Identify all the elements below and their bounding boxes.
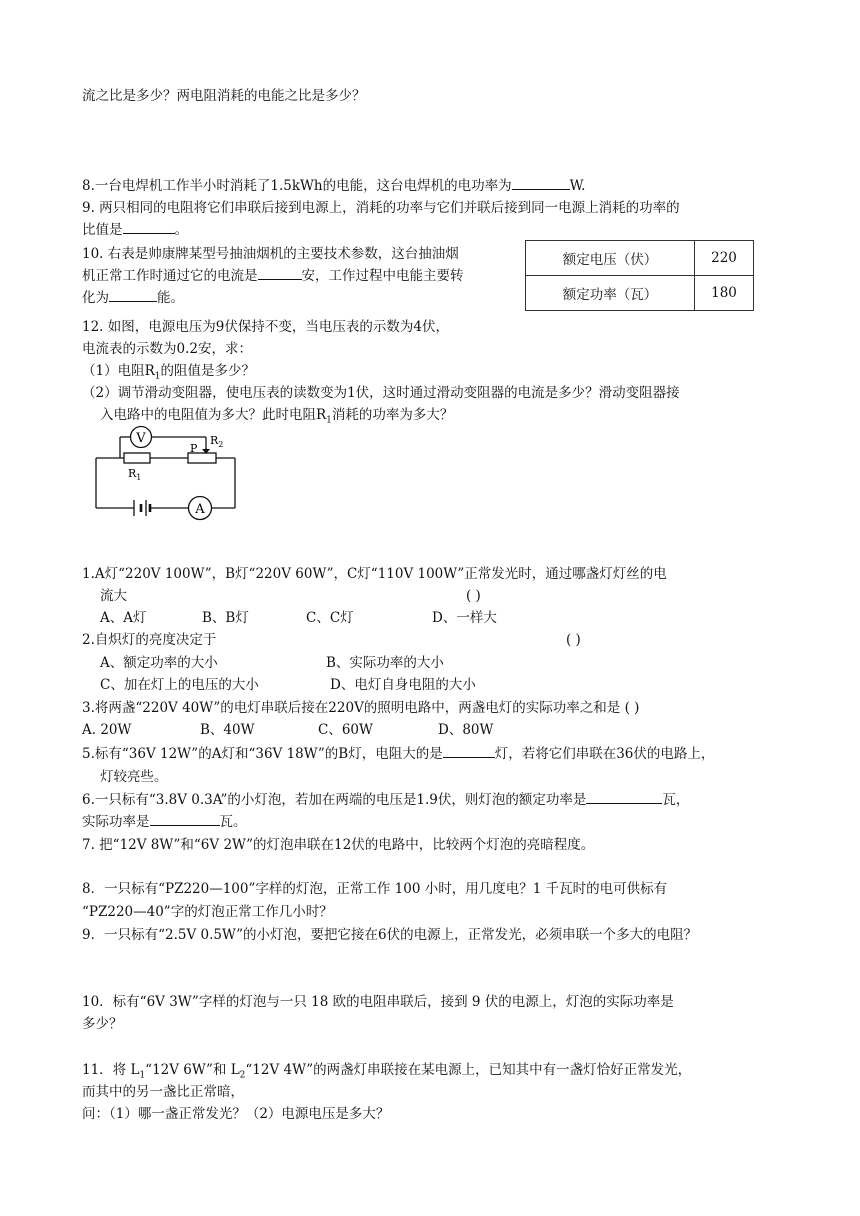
spec-table [525,240,754,311]
question-text: 的阻值是多少？ [160,363,255,379]
r2-main: R [210,434,219,447]
question-text: 11．将 L [82,1062,140,1078]
r1-main: R [128,467,137,480]
question-text: “12V 6W”和 L [145,1062,240,1078]
question-text: 消耗的功率为多大？ [331,407,454,423]
r2-label [210,434,223,449]
question-b5-cont: 灯较亮些。 [100,769,168,785]
question-b5 [82,743,714,765]
slider-label: P [190,442,198,455]
table-cell: 220 [695,241,754,276]
question-b10: 10．标有“6V 3W”字样的灯泡与一只 18 欧的电阻串联后，接到 9 伏的电源上，灯泡的实际功率是 [82,994,674,1010]
question-text: 灯，若将它们串联在36伏的电路上， [494,746,715,762]
question-b2: 2.自炽灯的亮度决定于 [82,632,217,648]
voltmeter-label: V [136,431,146,446]
answer-blank[interactable] [109,287,157,302]
option-c: C、加在灯上的电压的大小 [100,677,259,693]
option-c: C、C灯 [306,610,354,626]
table-row [526,276,754,311]
answer-paren: ( ) [566,632,581,648]
answer-paren: ( ) [466,588,481,604]
question-10-cont [82,287,184,309]
option-a: A. 20W [82,722,132,738]
question-b11-cont: 问：（1）哪一盏正常发光？（2）电源电压是多大？ [82,1106,390,1122]
answer-blank[interactable] [150,811,220,826]
option-c: C、60W [318,722,373,738]
ammeter-label: A [195,502,205,517]
table-cell: 额定功率（瓦） [526,276,695,311]
question-b8-cont: “PZ220—40”字的灯泡正常工作几小时？ [82,904,333,920]
question-12-cont: 电流表的示数为0.2安，求： [82,341,252,357]
question-8 [82,175,585,197]
question-text: 安，工作过程中电能主要转 [301,268,464,284]
question-text: 能。 [157,290,184,306]
question-b10-cont: 多少？ [82,1016,123,1032]
option-b: B、B灯 [202,610,249,626]
answer-blank[interactable] [512,175,570,190]
question-b6 [82,789,689,811]
question-text: 机正常工作时通过它的电流是 [82,268,258,284]
r2-sub: 2 [218,440,224,449]
question-10-cont [82,265,464,287]
question-text: 8.一台电焊机工作半小时消耗了1.5kWh的电能，这台电焊机的电功率为 [82,178,512,194]
question-text: 5.标有“36V 12W”的A灯和“36V 18W”的B灯，电阻大的是 [82,746,443,762]
question-b9: 9．一只标有“2.5V 0.5W”的小灯泡，要把它接在6伏的电源上，正常发光，必须串联一个多大的电阻？ [82,927,698,943]
question-text: 瓦。 [219,814,247,830]
question-9: 9. 两只相同的电阻将它们串联后接到电源上，消耗的功率与它们并联后接到同一电源上消耗的功率的 [82,200,680,216]
question-b11-cont: 而其中的另一盏比正常暗， [82,1084,244,1100]
option-d: D、电灯自身电阻的大小 [330,677,476,693]
question-b6-cont [82,811,247,833]
question-b7: 7. 把“12V 8W”和“6V 2W”的灯泡串联在12伏的电路中，比较两个灯泡的亮暗程度。 [82,837,595,853]
question-text: “12V 4W”的两盏灯串联接在某电源上，已知其中有一盏灯恰好正常发光， [245,1062,692,1078]
question-text: 化为 [82,290,109,306]
option-b: B、40W [200,722,255,738]
question-9-cont [82,219,188,241]
question-b8: 8．一只标有“PZ220—100”字样的灯泡，正常工作 100 小时，用几度电？1 千瓦时的电可供标有 [82,881,668,897]
question-b1: 1.A灯“220V 100W”，B灯“220V 60W”，C灯“110V 100W”正常发光时，通过哪盏灯灯丝的电 [82,566,667,582]
question-text: 瓦， [662,792,690,808]
answer-blank[interactable] [586,789,662,804]
table-cell: 180 [695,276,754,311]
answer-blank[interactable] [258,265,302,280]
answer-blank[interactable] [443,743,495,758]
r1-sub: 1 [136,473,142,482]
subscript: 2 [239,1070,246,1081]
option-a: A、A灯 [100,610,147,626]
question-text: 。 [174,222,188,238]
table-cell: 额定电压（伏） [526,241,695,276]
table-row [526,241,754,276]
question-12-part2: （2）调节滑动变阻器，使电压表的读数变为1伏，这时通过滑动变阻器的电流是多少？滑动变阻器接 [82,385,680,401]
question-text: （1）电阻R [82,363,155,379]
option-d: D、80W [438,722,494,738]
question-b3: 3.将两盏“220V 40W”的电灯串联后接在220V的照明电路中，两盏电灯的实际功率之和是 ( ) [82,700,640,716]
text-line: 流之比是多少？两电阻消耗的电能之比是多少？ [82,88,366,104]
option-d: D、一样大 [432,610,497,626]
option-a: A、额定功率的大小 [100,655,218,671]
question-text: 入电路中的电阻值为多大？此时电阻R [100,407,327,423]
question-text: W. [569,178,586,194]
question-text: 实际功率是 [82,814,150,830]
subscript: 1 [139,1070,146,1081]
subscript: 1 [154,371,161,382]
circuit-diagram [90,418,250,528]
question-text: 比值是 [82,222,123,238]
question-12: 12. 如图，电源电压为9伏保持不变，当电压表的示数为4伏， [82,319,449,335]
option-b: B、实际功率的大小 [326,655,444,671]
answer-blank[interactable] [123,219,175,234]
question-10: 10. 右表是帅康牌某型号抽油烟机的主要技术参数，这台抽油烟 [82,246,459,262]
question-b1-cont: 流大 [100,588,127,604]
r1-label [128,467,141,482]
subscript: 1 [326,415,332,426]
question-text: 6.一只标有“3.8V 0.3A”的小灯泡，若加在两端的电压是1.9伏，则灯泡的额定功率是 [82,792,587,808]
